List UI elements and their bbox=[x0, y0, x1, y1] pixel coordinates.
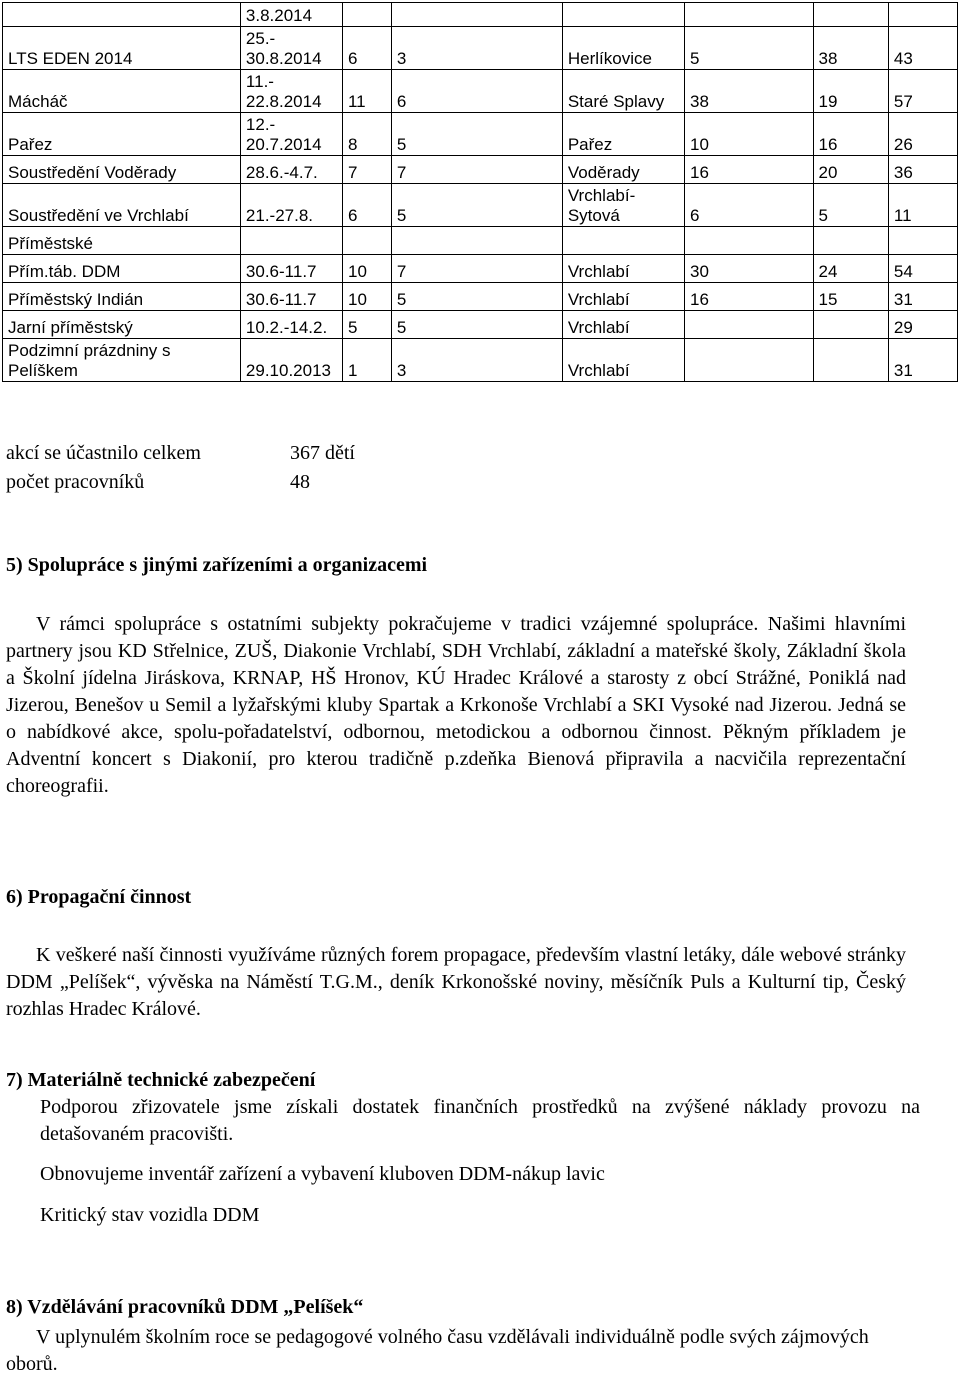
table-cell-place: Vrchlabí bbox=[562, 311, 684, 339]
table-cell-n3: 11 bbox=[888, 184, 957, 227]
table-cell-n2 bbox=[813, 3, 888, 27]
table-cell-name: LTS EDEN 2014 bbox=[3, 27, 241, 70]
table-cell-place: Voděrady bbox=[562, 156, 684, 184]
table-row bbox=[3, 339, 958, 382]
table-cell-b bbox=[391, 227, 562, 255]
table-cell-n3: 31 bbox=[888, 339, 957, 382]
table-cell-b: 3 bbox=[391, 339, 562, 382]
staff-count-label: počet pracovníků bbox=[6, 471, 145, 493]
table-cell-n3: 54 bbox=[888, 255, 957, 283]
table-cell-n3: 26 bbox=[888, 113, 957, 156]
table-cell-name: Podzimní prázdniny s Pelíškem bbox=[3, 339, 241, 382]
table-cell-date: 28.6.-4.7. bbox=[240, 156, 342, 184]
events-table bbox=[2, 2, 958, 382]
table-cell-n2: 38 bbox=[813, 27, 888, 70]
section-8-text bbox=[6, 1324, 906, 1378]
table-cell-date: 12.- 20.7.2014 bbox=[240, 113, 342, 156]
section-7-text-3: Kritický stav vozidla DDM bbox=[40, 1204, 260, 1226]
table-cell-n1: 16 bbox=[684, 156, 813, 184]
table-cell-b: 7 bbox=[391, 156, 562, 184]
table-cell-n1: 5 bbox=[684, 27, 813, 70]
table-cell-name: Jarní příměstský bbox=[3, 311, 241, 339]
table-cell-b: 5 bbox=[391, 113, 562, 156]
table-cell-date: 30.6-11.7 bbox=[240, 255, 342, 283]
table-cell-n2: 16 bbox=[813, 113, 888, 156]
table-cell-n1 bbox=[684, 311, 813, 339]
section-7-text-1: Podporou zřizovatele jsme získali dostatek finančních prostředků na zvýšené náklady provozu na detašovaném pracovišti. bbox=[40, 1096, 920, 1145]
table-cell-date: 10.2.-14.2. bbox=[240, 311, 342, 339]
section-5-text bbox=[6, 611, 906, 800]
table-cell-a: 1 bbox=[342, 339, 391, 382]
section-7-text-2: Obnovujeme inventář zařízení a vybavení kluboven DDM-nákup lavic bbox=[40, 1163, 605, 1185]
table-cell-name: Příměstský Indián bbox=[3, 283, 241, 311]
table-cell-a bbox=[342, 3, 391, 27]
section-8-paragraph: V uplynulém školním roce se pedagogové volného času vzdělávali individuálně podle svých zájmových oborů. bbox=[6, 1326, 869, 1375]
table-cell-n3 bbox=[888, 3, 957, 27]
table-row bbox=[3, 113, 958, 156]
table-cell-date: 21.-27.8. bbox=[240, 184, 342, 227]
table-cell-n3: 36 bbox=[888, 156, 957, 184]
table-cell-n3: 43 bbox=[888, 27, 957, 70]
table-cell-a: 10 bbox=[342, 255, 391, 283]
section-6-paragraph: K veškeré naší činnosti využíváme různých forem propagace, především vlastní letáky, dále webové stránky DDM „Pelíšek“, vývěska na Náměstí T.G.M., deník Krkonošské noviny, měsíčník Puls a Kulturní tip, Český rozhlas Hradec Králové. bbox=[6, 944, 906, 1020]
table-cell-n2 bbox=[813, 227, 888, 255]
table-cell-n1 bbox=[684, 339, 813, 382]
table-cell-date: 3.8.2014 bbox=[240, 3, 342, 27]
table-cell-n2: 15 bbox=[813, 283, 888, 311]
table-cell-place: Vrchlabí bbox=[562, 339, 684, 382]
table-cell-n1: 38 bbox=[684, 70, 813, 113]
table-cell-place: Vrchlabí bbox=[562, 283, 684, 311]
table-cell-a: 6 bbox=[342, 184, 391, 227]
table-row bbox=[3, 70, 958, 113]
children-count-value: 367 dětí bbox=[290, 442, 355, 464]
table-row bbox=[3, 184, 958, 227]
table-cell-n2: 20 bbox=[813, 156, 888, 184]
table-cell-a: 6 bbox=[342, 27, 391, 70]
table-cell-place: Herlíkovice bbox=[562, 27, 684, 70]
table-row bbox=[3, 3, 958, 27]
table-cell-name: Pařez bbox=[3, 113, 241, 156]
table-cell-n2 bbox=[813, 311, 888, 339]
section-6-heading: 6) Propagační činnost bbox=[6, 886, 192, 908]
table-cell-place: Vrchlabí- Sytová bbox=[562, 184, 684, 227]
table-cell-n3: 29 bbox=[888, 311, 957, 339]
table-cell-a: 10 bbox=[342, 283, 391, 311]
table-cell-name bbox=[3, 3, 241, 27]
table-cell-place bbox=[562, 3, 684, 27]
table-cell-n3: 31 bbox=[888, 283, 957, 311]
table-cell-n1: 10 bbox=[684, 113, 813, 156]
table-cell-n3: 57 bbox=[888, 70, 957, 113]
table-row bbox=[3, 283, 958, 311]
participation-stats bbox=[6, 440, 355, 498]
table-cell-a: 11 bbox=[342, 70, 391, 113]
table-cell-date: 29.10.2013 bbox=[240, 339, 342, 382]
table-cell-n3 bbox=[888, 227, 957, 255]
table-cell-name: Soustředění ve Vrchlabí bbox=[3, 184, 241, 227]
table-cell-n2 bbox=[813, 339, 888, 382]
table-row bbox=[3, 227, 958, 255]
table-cell-n1 bbox=[684, 3, 813, 27]
table-row bbox=[3, 255, 958, 283]
table-cell-n2: 24 bbox=[813, 255, 888, 283]
table-cell-date: 30.6-11.7 bbox=[240, 283, 342, 311]
table-row bbox=[3, 27, 958, 70]
table-cell-b: 3 bbox=[391, 27, 562, 70]
table-cell-name: Přím.táb. DDM bbox=[3, 255, 241, 283]
children-count-row bbox=[6, 440, 355, 469]
section-7-heading: 7) Materiálně technické zabezpečení bbox=[6, 1069, 316, 1091]
table-cell-n1: 16 bbox=[684, 283, 813, 311]
table-cell-b: 5 bbox=[391, 311, 562, 339]
children-count-label: akcí se účastnilo celkem bbox=[6, 442, 201, 464]
table-cell-n1: 6 bbox=[684, 184, 813, 227]
table-cell-a bbox=[342, 227, 391, 255]
table-cell-name: Příměstské bbox=[3, 227, 241, 255]
table-row bbox=[3, 311, 958, 339]
table-cell-n2: 5 bbox=[813, 184, 888, 227]
section-8-heading: 8) Vzdělávání pracovníků DDM „Pelíšek“ bbox=[6, 1296, 364, 1318]
staff-count-value: 48 bbox=[290, 471, 310, 493]
staff-count-row bbox=[6, 469, 355, 498]
table-cell-date bbox=[240, 227, 342, 255]
table-cell-place bbox=[562, 227, 684, 255]
table-cell-date: 11.- 22.8.2014 bbox=[240, 70, 342, 113]
table-cell-a: 7 bbox=[342, 156, 391, 184]
section-5-paragraph: V rámci spolupráce s ostatními subjekty pokračujeme v tradici vzájemné spolupráce. Našimi hlavními partnery jsou KD Střelnice, ZUŠ, Diakonie Vrchlabí, SDH Vrchlabí, základní a mateřské školy, Základní škola a Školní jídelna Jiráskova, KRNAP, HŠ Hronov, KÚ Hradec Králové a starosty z obcí Strážné, Poniklá nad Jizerou, Benešov u Semil a lyžařskými kluby Spartak a Krkonoše Vrchlabí a SKI Vysoké nad Jizerou. Jedná se o nabídkové akce, spolu-pořadatelství, odbornou, metodickou a odbornou činnost. Pěkným příkladem je Adventní koncert s Diakonií, pro kterou tradičně p.zdeňka Bienová připravila a nacvičila reprezentační choreografii. bbox=[6, 613, 906, 797]
section-6-text bbox=[6, 942, 906, 1023]
section-5-heading: 5) Spolupráce s jinými zařízeními a organizacemi bbox=[6, 554, 428, 576]
table-cell-b bbox=[391, 3, 562, 27]
table-cell-date: 25.- 30.8.2014 bbox=[240, 27, 342, 70]
table-cell-b: 6 bbox=[391, 70, 562, 113]
table-row bbox=[3, 156, 958, 184]
table-cell-name: Mácháč bbox=[3, 70, 241, 113]
table-cell-n2: 19 bbox=[813, 70, 888, 113]
table-cell-place: Pařez bbox=[562, 113, 684, 156]
table-cell-a: 8 bbox=[342, 113, 391, 156]
table-cell-b: 5 bbox=[391, 283, 562, 311]
table-cell-b: 7 bbox=[391, 255, 562, 283]
table-cell-n1 bbox=[684, 227, 813, 255]
table-cell-b: 5 bbox=[391, 184, 562, 227]
table-cell-place: Staré Splavy bbox=[562, 70, 684, 113]
table-cell-n1: 30 bbox=[684, 255, 813, 283]
table-cell-place: Vrchlabí bbox=[562, 255, 684, 283]
table-cell-name: Soustředění Voděrady bbox=[3, 156, 241, 184]
table-cell-a: 5 bbox=[342, 311, 391, 339]
